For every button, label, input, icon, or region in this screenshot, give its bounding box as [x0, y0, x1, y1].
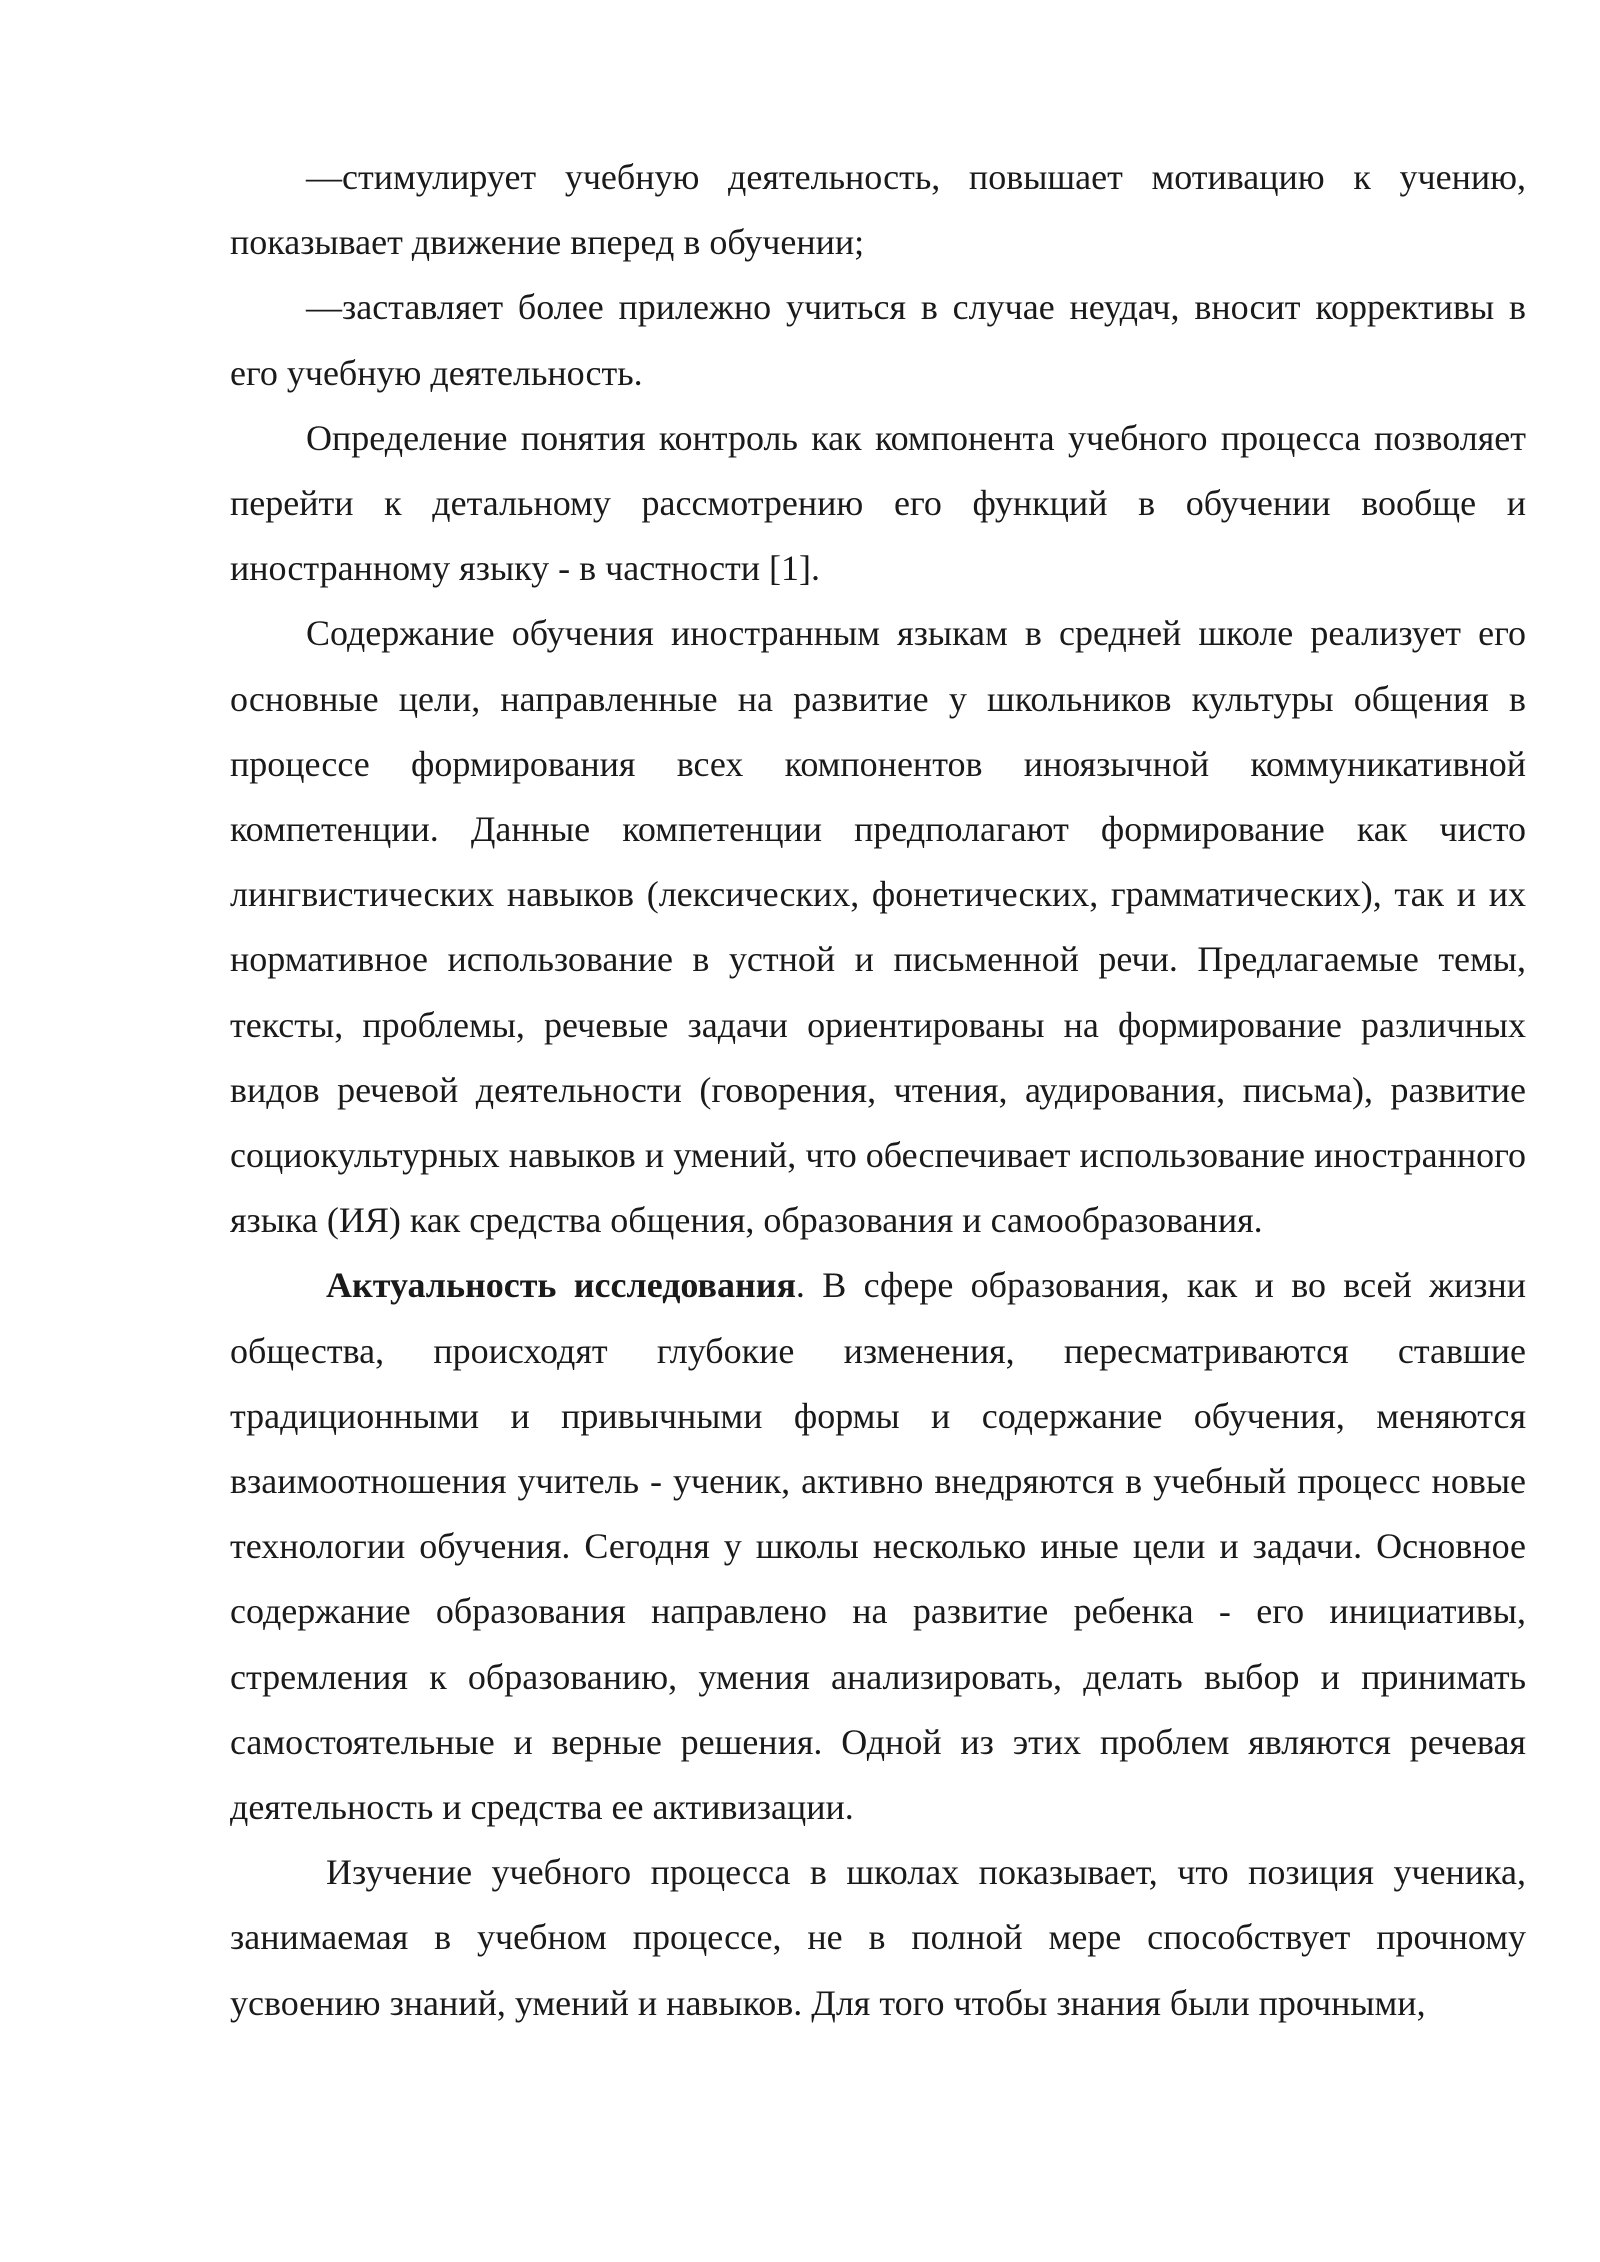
relevance-text: . В сфере образования, как и во всей жизни общества, происходят глубокие изменения, пересматриваются ставшие традиционными и привычными формы и содержание обучения, меняются взаимоотношения учитель - ученик, активно внедряются в учебный процесс новые технологии обучения. Сегодня у школы несколько иные цели и задачи. Основное содержание образования направлено на развитие ребенка - его инициативы, стремления к образованию, умения анализировать, делать выбор и принимать самостоятельные и верные решения. Одной из этих проблем являются речевая деятельность и средства ее активизации. [230, 1265, 1526, 1828]
bullet-paragraph-correction: —заставляет более прилежно учиться в случае неудач, вносит коррективы в его учебную деятельность. [230, 287, 1526, 393]
paragraph-relevance [230, 1253, 1526, 1840]
relevance-heading: Актуальность исследования [326, 1265, 796, 1306]
paragraph-control-definition: Определение понятия контроль как компонента учебного процесса позволяет перейти к детальному рассмотрению его функций в обучении вообще и иностранному языку - в частности [1]. [230, 417, 1526, 589]
paragraph-teaching-content: Содержание обучения иностранным языкам в средней школе реализует его основные цели, направленные на развитие у школьников культуры общения в процессе формирования всех компонентов иноязычной коммуникативной компетенции. Данные компетенции предполагают формирование как чисто лингвистических навыков (лексических, фонетических, грамматических), так и их нормативное использование в устной и письменной речи. Предлагаемые темы, тексты, проблемы, речевые задачи ориентированы на формирование различных видов речевой деятельности (говорения, чтения, аудирования, письма), развитие социокультурных навыков и умений, что обеспечивает использование иностранного языка (ИЯ) как средства общения, образования и самообразования. [230, 613, 1526, 1241]
bullet-paragraph-motivation: —стимулирует учебную деятельность, повышает мотивацию к учению, показывает движение вперед в обучении; [230, 157, 1526, 263]
document-body [230, 145, 1526, 2036]
paragraph-learning-process: Изучение учебного процесса в школах показывает, что позиция ученика, занимаемая в учебном процессе, не в полной мере способствует прочному усвоению знаний, умений и навыков. Для того чтобы знания были прочными, [230, 1852, 1526, 2023]
